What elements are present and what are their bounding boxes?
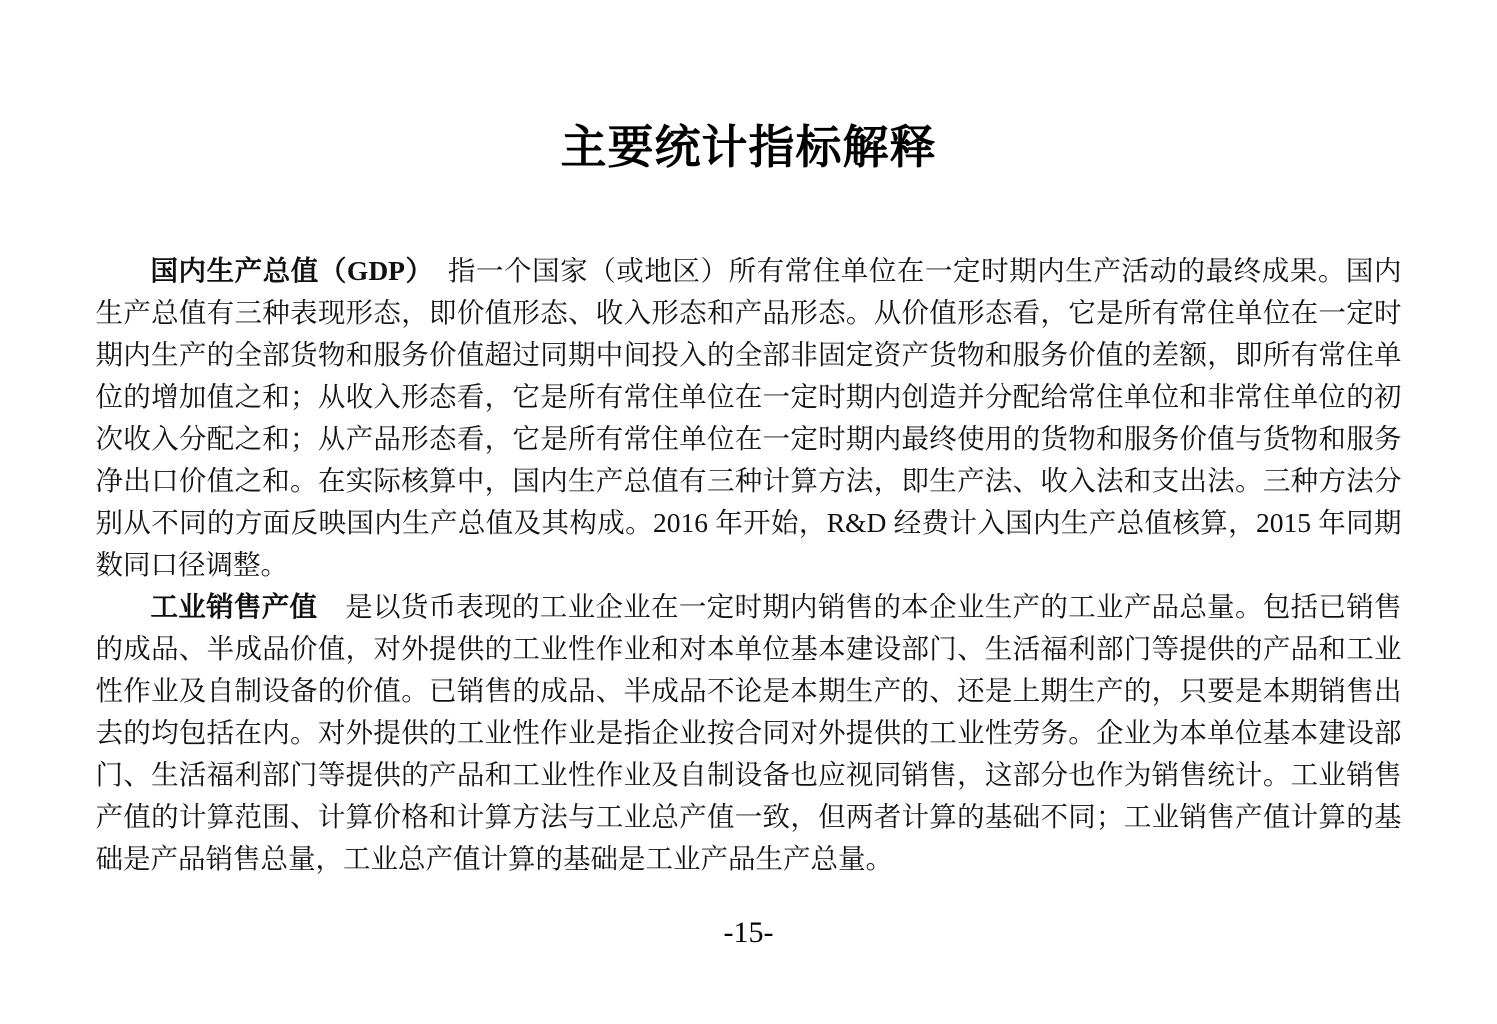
term-gdp: 国内生产总值（GDP） (150, 255, 420, 286)
term-industrial-sales-output: 工业销售产值 (150, 591, 318, 622)
definition-text-industrial-sales: 是以货币表现的工业企业在一定时期内销售的本企业生产的工业产品总量。包括已销售的成品、半成品价值，对外提供的工业性作业和对本单位基本建设部门、生活福利部门等提供的产品和工业性作业及自制设备的价值。已销售的成品、半成品不论是本期生产的、还是上期生产的，只要是本期销售出去的均包括在内。对外提供的工业性作业是指企业按合同对外提供的工业性劳务。企业为本单位基本建设部门、生活福利部门等提供的产品和工业性作业及自制设备也应视同销售，这部分也作为销售统计。工业销售产值的计算范围、计算价格和计算方法与工业总产值一致，但两者计算的基础不同；工业销售产值计算的基础是产品销售总量，工业总产值计算的基础是工业产品生产总量。 (95, 591, 1402, 874)
document-body (96, 250, 1402, 880)
paragraph-industrial-sales-definition (96, 586, 1402, 880)
paragraph-gdp-definition (96, 250, 1402, 586)
definition-text-gdp: 指一个国家（或地区）所有常住单位在一定时期内生产活动的最终成果。国内生产总值有三种表现形态，即价值形态、收入形态和产品形态。从价值形态看，它是所有常住单位在一定时期内生产的全部货物和服务价值超过同期中间投入的全部非固定资产货物和服务价值的差额，即所有常住单位的增加值之和；从收入形态看，它是所有常住单位在一定时期内创造并分配给常住单位和非常住单位的初次收入分配之和；从产品形态看，它是所有常住单位在一定时期内最终使用的货物和服务价值与货物和服务净出口价值之和。在实际核算中，国内生产总值有三种计算方法，即生产法、收入法和支出法。三种方法分别从不同的方面反映国内生产总值及其构成。2016 年开始，R&D 经费计入国内生产总值核算，2015 年同期数同口径调整。 (95, 255, 1402, 580)
page-title: 主要统计指标解释 (560, 121, 937, 173)
page-number: -15- (723, 916, 774, 949)
